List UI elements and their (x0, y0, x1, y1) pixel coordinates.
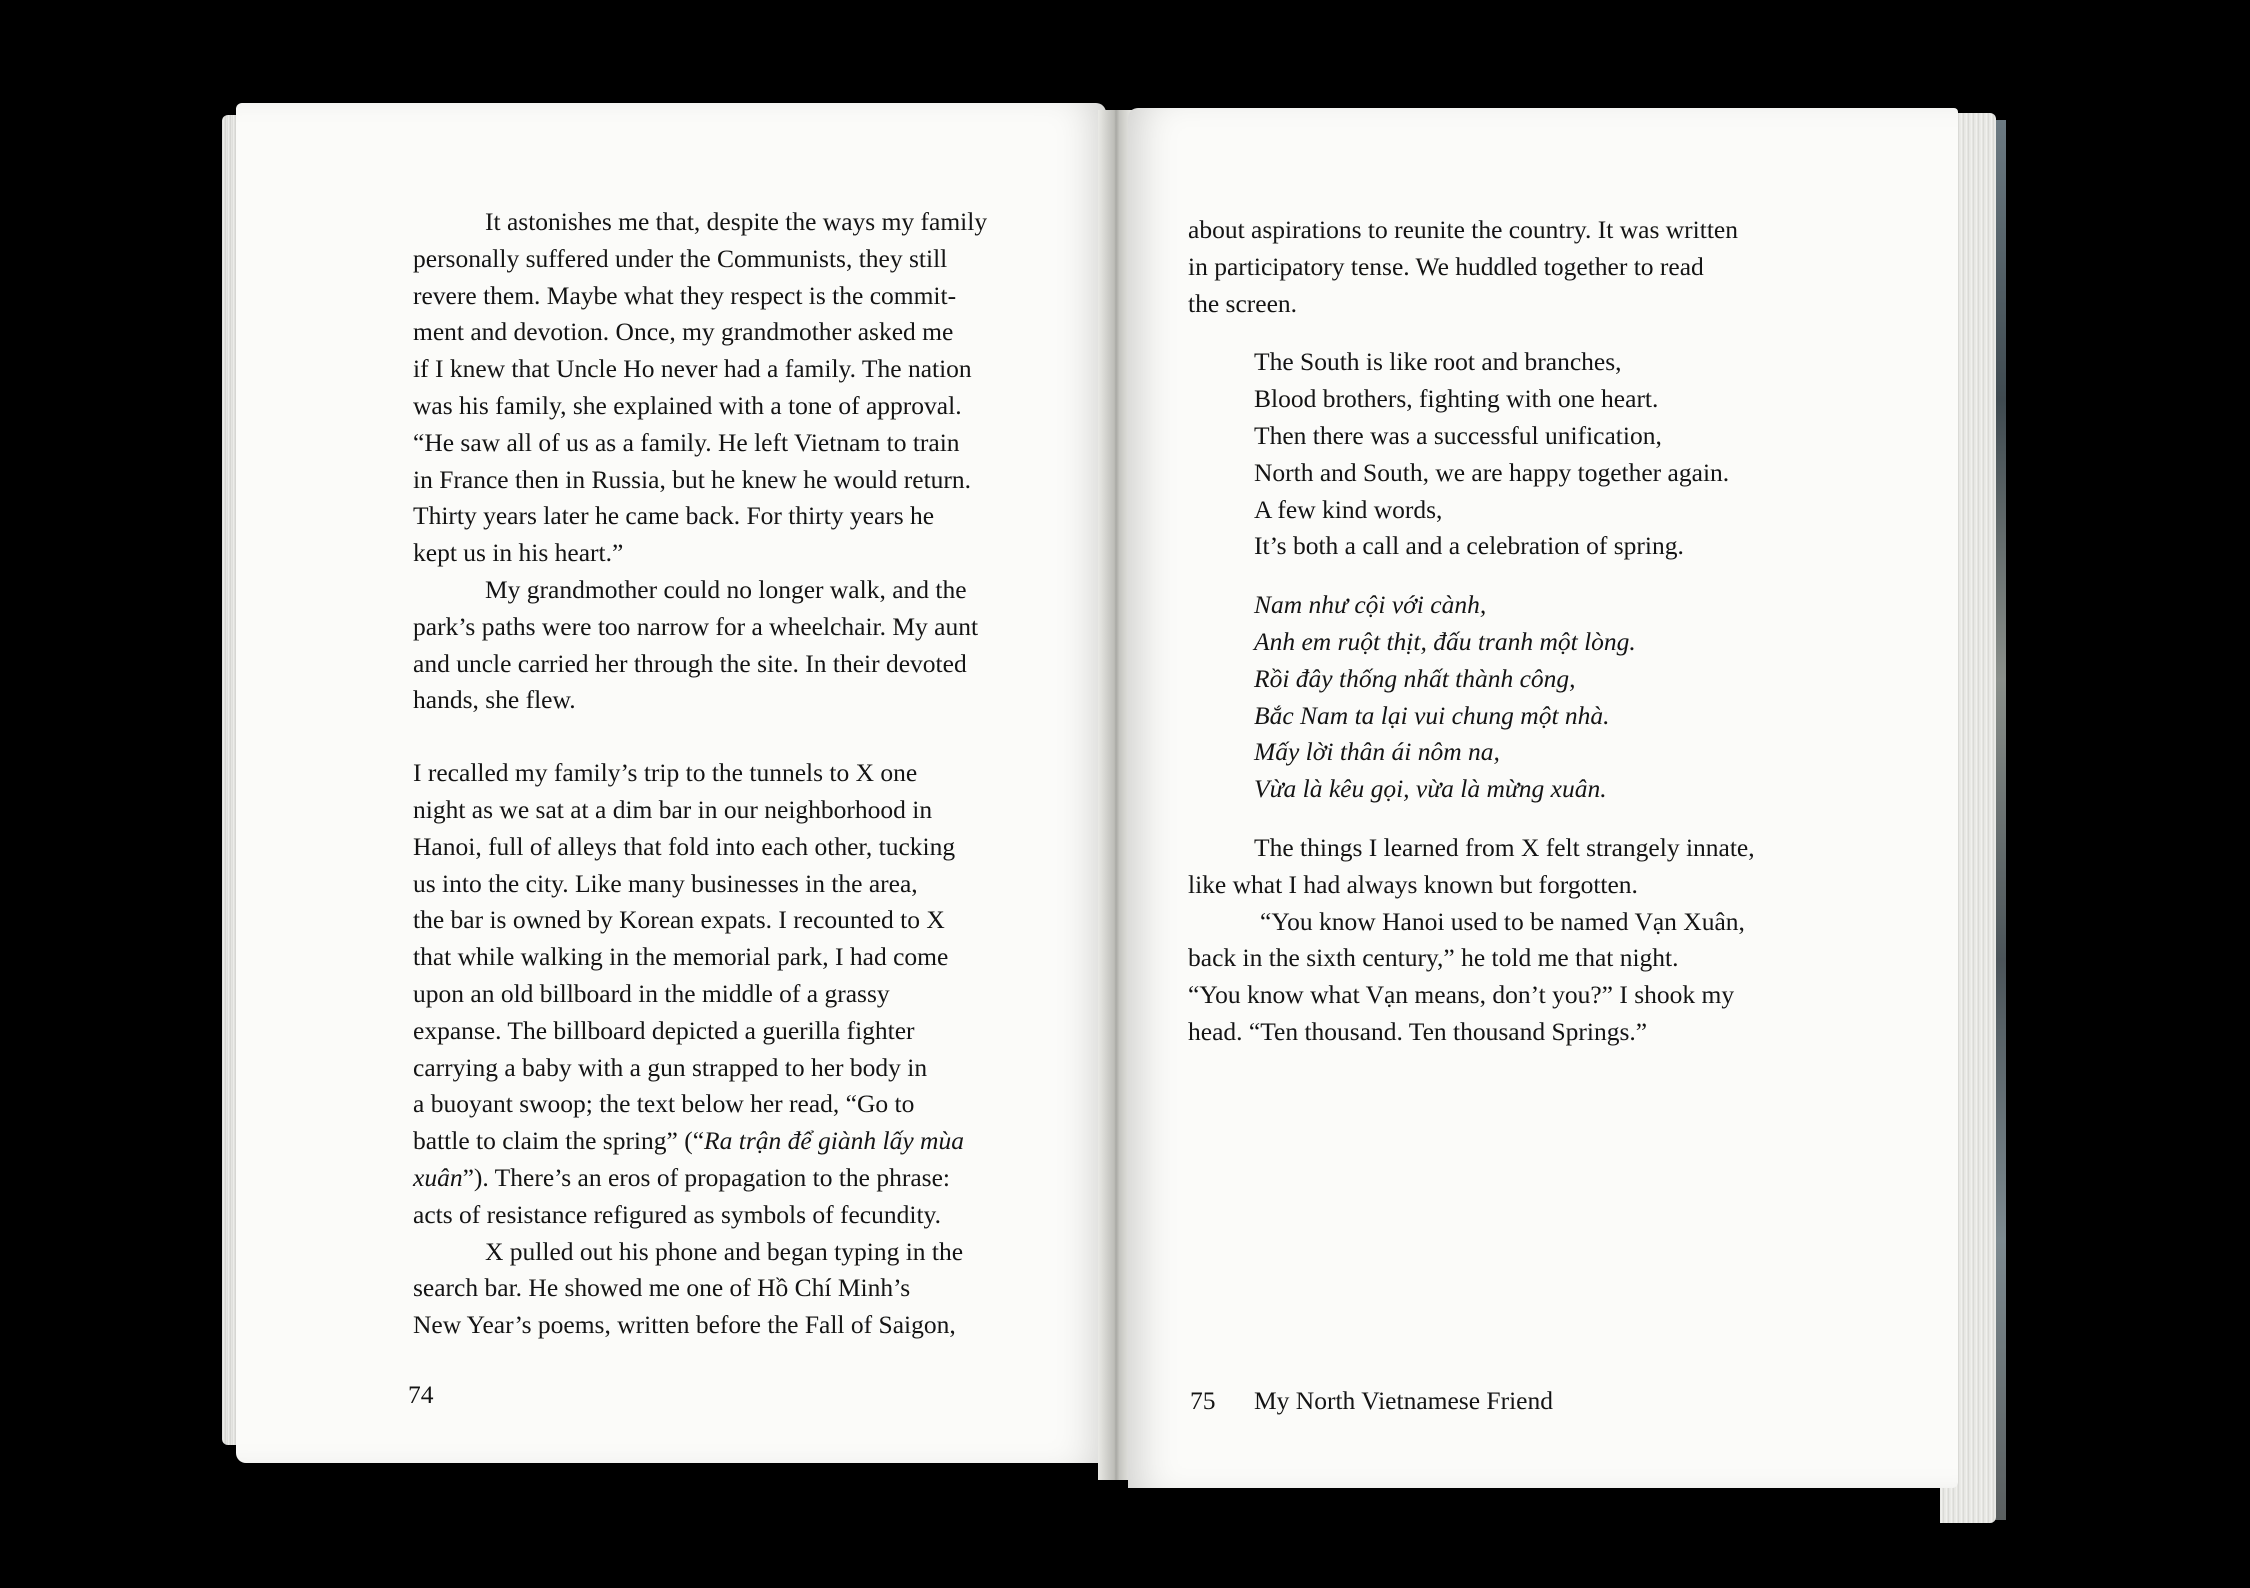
text-line: It astonishes me that, despite the ways my family (485, 207, 988, 236)
text-line: My grandmother could no longer walk, and the (485, 574, 967, 604)
text-line: Thirty years later he came back. For thirty years he (413, 501, 935, 531)
text-line: night as we sat at a dim bar in our neighborhood in (413, 794, 933, 824)
text-line: a buoyant swoop; the text below her read, “Go to (413, 1089, 915, 1119)
text-line: ment and devotion. Once, my grandmother asked me (413, 317, 954, 347)
text-line: that while walking in the memorial park, I had come (413, 942, 949, 972)
text-line: in France then in Russia, but he knew he would return. (413, 464, 972, 494)
text-line: I recalled my family’s trip to the tunnels to X one (413, 758, 918, 788)
text-line (413, 1160, 1053, 1197)
text-line: park’s paths were too narrow for a wheelchair. My aunt (413, 611, 979, 641)
poem-vietnamese (1188, 587, 1828, 808)
poem-line: Vừa là kêu gọi, vừa là mừng xuân. (1254, 774, 1607, 804)
text-line: kept us in his heart.” (413, 538, 624, 568)
text-line: and uncle carried her through the site. In their devoted (413, 648, 967, 678)
text-line: The things I learned from X felt strangely innate, (1254, 832, 1755, 862)
text-segment: ”). There’s an eros of propagation to the phrase: (462, 1162, 950, 1192)
left-page-body (413, 204, 1053, 1344)
text-line: personally suffered under the Communists, they still (413, 243, 948, 273)
page-number: 74 (408, 1380, 434, 1409)
left-page (236, 103, 1106, 1463)
text-line: acts of resistance refigured as symbols of fecundity. (413, 1199, 942, 1229)
poem-line: It’s both a call and a celebration of spring. (1254, 531, 1684, 561)
text-line: if I knew that Uncle Ho never had a family. The nation (413, 354, 972, 384)
poem-english (1188, 344, 1828, 565)
text-line: was his family, she explained with a tone of approval. (413, 390, 962, 420)
poem-line: Nam như cội với cành, (1254, 590, 1487, 620)
spacer (1188, 565, 1828, 587)
poem-line: Mấy lời thân ái nôm na, (1254, 737, 1500, 767)
text-line: “You know Hanoi used to be named Vạn Xuân, (1260, 906, 1745, 936)
text-line: head. “Ten thousand. Ten thousand Springs.” (1188, 1016, 1648, 1046)
spacer (1188, 322, 1828, 344)
text-line: New Year’s poems, written before the Fall of Saigon, (413, 1310, 956, 1340)
poem-line: Blood brothers, fighting with one heart. (1254, 384, 1659, 414)
text-line: us into the city. Like many businesses in the area, (413, 868, 918, 898)
poem-line: North and South, we are happy together again. (1254, 457, 1730, 487)
text-line: “You know what Vạn means, don’t you?” I shook my (1188, 980, 1735, 1010)
text-line: search bar. He showed me one of Hồ Chí Minh’s (413, 1273, 911, 1303)
text-line: back in the sixth century,” he told me that night. (1188, 943, 1679, 973)
poem-line: Bắc Nam ta lại vui chung một nhà. (1254, 700, 1610, 730)
vietnamese-phrase: xuân (413, 1162, 463, 1192)
poem-line: Rồi đây thống nhất thành công, (1254, 663, 1576, 693)
poem-line: The South is like root and branches, (1254, 347, 1622, 377)
text-line: upon an old billboard in the middle of a grassy (413, 978, 890, 1008)
text-line: the bar is owned by Korean expats. I recounted to X (413, 905, 945, 935)
page-number: 75 (1190, 1386, 1216, 1415)
poem-line: Then there was a successful unification, (1254, 420, 1662, 450)
poem-line: Anh em ruột thịt, đấu tranh một lòng. (1254, 626, 1636, 656)
text-line: about aspirations to reunite the country. It was written (1188, 215, 1738, 244)
vietnamese-phrase: Ra trận để giành lấy mùa (704, 1126, 964, 1156)
spacer (1188, 808, 1828, 830)
text-segment: battle to claim the spring” (“ (413, 1126, 705, 1156)
right-page (1128, 108, 1958, 1488)
text-line: revere them. Maybe what they respect is the commit- (413, 280, 957, 310)
text-line: the screen. (1188, 288, 1298, 318)
text-line: carrying a baby with a gun strapped to her body in (413, 1052, 928, 1082)
text-line: “He saw all of us as a family. He left Vietnam to train (413, 427, 960, 457)
section-break (413, 719, 1053, 755)
right-page-body (1188, 212, 1828, 1051)
text-line: hands, she flew. (413, 685, 576, 715)
text-line (413, 1123, 1053, 1160)
running-head: My North Vietnamese Friend (1254, 1386, 1553, 1415)
poem-line: A few kind words, (1254, 494, 1443, 524)
text-line: in participatory tense. We huddled together to read (1188, 251, 1704, 281)
text-line: expanse. The billboard depicted a guerilla fighter (413, 1015, 915, 1045)
text-line: Hanoi, full of alleys that fold into each other, tucking (413, 831, 956, 861)
text-line: X pulled out his phone and began typing in the (485, 1236, 964, 1266)
text-line: like what I had always known but forgotten. (1188, 869, 1638, 899)
